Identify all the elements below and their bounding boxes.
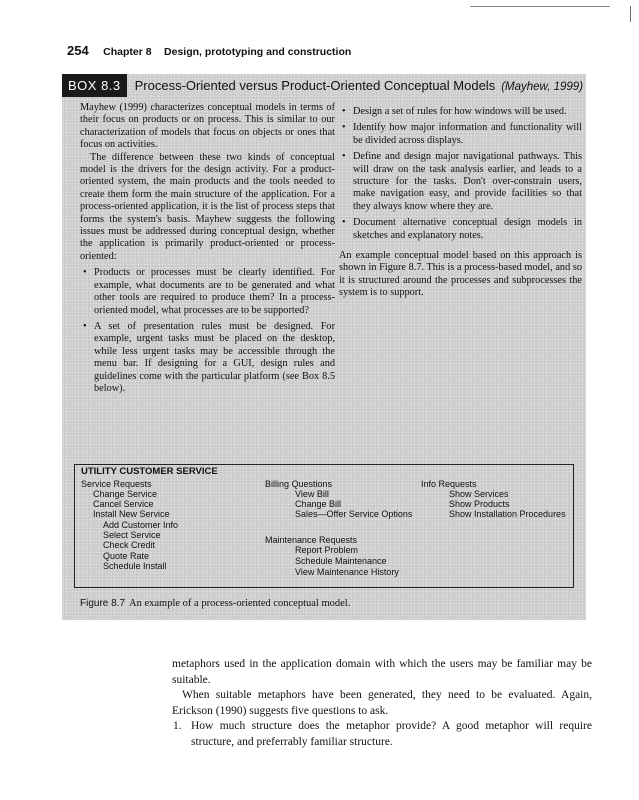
model-subitem: Add Customer Info: [103, 520, 179, 530]
bullet-item: • Products or processes must be clearly identified. For example, what documents are to be generated and what other tools are required to produce them? In a process-oriented model, what processes are to be supported?: [80, 267, 335, 317]
bullet-item: • Design a set of rules for how windows will be used.: [339, 106, 582, 118]
model-item: Change Bill: [295, 499, 342, 509]
item-text: How much structure does the metaphor provide? A good metaphor will require structure, and preferrably familiar structure.: [191, 720, 592, 748]
figure-caption-text: An example of a process-oriented conceptual model.: [129, 598, 351, 609]
body-paragraph: When suitable metaphors have been generated, they need to be evaluated. Again, Erickson (1990) suggests five questions to ask.: [172, 689, 592, 717]
box-paragraph: The difference between these two kinds of conceptual model is the drivers for the design activity. For a product-oriented system, the main products and the tools needed to create them form the main structure of the application. For a process-oriented application, it is the list of process steps that forms the system's basis. Mayhew suggests the following issues must be addressed during conceptual design, whether the application is primarily product-oriented or process-oriented:: [80, 151, 335, 262]
service-requests-label: Service Requests: [81, 479, 152, 489]
model-item: View Bill: [295, 489, 329, 499]
box-left-column: [80, 102, 335, 395]
chapter-label: Chapter 8: [103, 46, 152, 58]
item-number: 1.: [173, 720, 182, 732]
page-number: 254: [67, 43, 89, 58]
conceptual-model-figure: [74, 464, 574, 588]
bullet-item: • A set of presentation rules must be designed. For example, urgent tasks must be placed on the desktop, while less urgent tasks may be accessible through the menu bar. If designing for a GUI, design rules and guidelines come with the particular platform (see Box 8.5 below).: [80, 321, 335, 395]
box-title-citation: (Mayhew, 1999): [501, 81, 584, 93]
model-item: Show Products: [449, 499, 510, 509]
model-subitem: Quote Rate: [103, 551, 150, 561]
box-left-bullets: [80, 267, 335, 395]
numbered-item: [167, 719, 592, 750]
model-subitem: Schedule Install: [103, 561, 167, 571]
bullet-item: • Document alternative conceptual design models in sketches and explanatory notes.: [339, 217, 582, 242]
model-item: Cancel Service: [93, 499, 154, 509]
top-rule: [470, 6, 610, 7]
right-edge-rule: [630, 6, 631, 22]
body-paragraph: metaphors used in the application domain with which the users may be familiar may be suitable.: [172, 658, 592, 686]
model-item: Change Service: [93, 489, 158, 499]
info-requests-label: Info Requests: [421, 479, 477, 489]
box-title: [135, 78, 583, 93]
model-item: Show Installation Procedures: [449, 509, 566, 519]
sidebar-box: [62, 74, 586, 620]
figure-caption-label: Figure 8.7: [80, 598, 126, 609]
model-item: Show Services: [449, 489, 509, 499]
box-title-bar: [62, 74, 586, 97]
billing-questions-label: Billing Questions: [265, 479, 333, 489]
model-item: Install New Service: [93, 509, 170, 519]
box-paragraph: An example conceptual model based on this approach is shown in Figure 8.7. This is a process-based model, and so it is structured around the processes and subprocesses the system is to support.: [339, 250, 582, 299]
figure-caption: [80, 598, 350, 609]
model-item: Report Problem: [295, 545, 359, 555]
model-subitem: Check Credit: [103, 540, 156, 550]
model-item: Schedule Maintenance: [295, 556, 387, 566]
bullet-item: • Identify how major information and functionality will be divided across displays.: [339, 122, 582, 147]
box-right-column: [339, 102, 582, 300]
figure-heading: UTILITY CUSTOMER SERVICE: [81, 466, 218, 477]
model-subitem: Select Service: [103, 530, 161, 540]
box-title-text: Process-Oriented versus Product-Oriented Conceptual Models: [134, 78, 496, 93]
bullet-item: • Define and design major navigational pathways. This will draw on the task analysis earlier, and leads to a structure for the tasks. Don't over-constrain users, make navigation easy, and provide facilities so that they always know where they are.: [339, 151, 582, 213]
box-label: BOX 8.3: [62, 74, 127, 97]
model-item: Sales—Offer Service Options: [295, 509, 413, 519]
box-right-bullets: [339, 106, 582, 242]
page-header: [67, 42, 351, 60]
box-paragraph: Mayhew (1999) characterizes conceptual models in terms of their focus on products or on process. This is similar to our characterization of models that focus on objects or ones that focus on activities.: [80, 102, 335, 151]
maintenance-requests-label: Maintenance Requests: [265, 535, 358, 545]
chapter-title: Design, prototyping and construction: [164, 46, 352, 58]
main-body-text: [172, 657, 592, 750]
model-item: View Maintenance History: [295, 567, 399, 577]
